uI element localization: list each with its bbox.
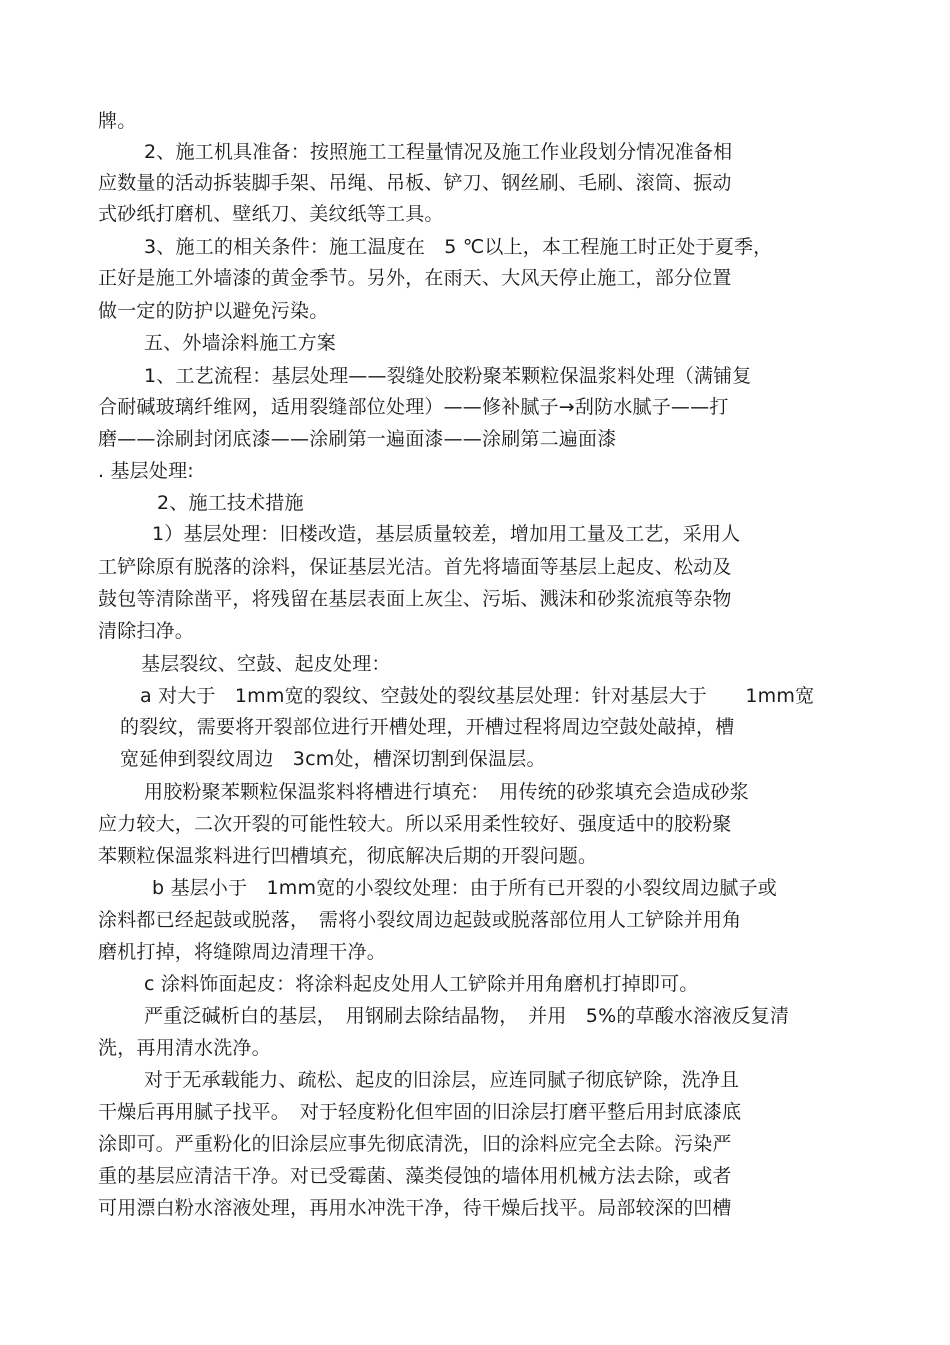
text-line-15: 工铲除原有脱落的涂料，保证基层光洁。首先将墙面等基层上起皮、松动及 — [98, 556, 732, 578]
text-line-31: 对于无承载能力、疏松、起皮的旧涂层，应连同腻子彻底铲除，洗净且 — [144, 1069, 740, 1091]
subsection-heading: 2、施工技术措施 — [157, 492, 304, 514]
text-line-6: 正好是施工外墙漆的黄金季节。另外，在雨天、大风天停止施工，部分位置 — [98, 267, 732, 289]
text-line-22: 用胶粉聚苯颗粒保温浆料将槽进行填充： 用传统的砂浆填充会造成砂浆 — [144, 781, 749, 803]
text-line-7: 做一定的防护以避免污染。 — [98, 300, 329, 322]
text-line-24: 苯颗粒保温浆料进行凹槽填充，彻底解决后期的开裂问题。 — [98, 845, 598, 867]
text-line-23: 应力较大，二次开裂的可能性较大。所以采用柔性较好、强度适中的胶粉聚 — [98, 813, 732, 835]
text-line-30: 洗，再用清水洗净。 — [98, 1037, 271, 1059]
text-line-35: 可用漂白粉水溶液处理，再用水冲洗干净，待干燥后找平。局部较深的凹槽 — [98, 1197, 732, 1219]
text-line-19: a 对大于 1mm宽的裂纹、空鼓处的裂纹基层处理：针对基层大于 1mm宽 — [140, 685, 815, 707]
text-line-11: 磨——涂刷封闭底漆——涂刷第一遍面漆——涂刷第二遍面漆 — [98, 428, 617, 450]
text-line-1: 牌。 — [98, 110, 137, 132]
text-line-27: 磨机打掉，将缝隙周边清理干净。 — [98, 941, 387, 963]
text-line-4: 式砂纸打磨机、壁纸刀、美纹纸等工具。 — [98, 203, 444, 225]
text-line-26: 涂料都已经起鼓或脱落， 需将小裂纹周边起鼓或脱落部位用人工铲除并用角 — [98, 909, 742, 931]
text-line-16: 鼓包等清除凿平，将残留在基层表面上灰尘、污垢、溅沫和砂浆流痕等杂物 — [98, 588, 732, 610]
text-line-25: b 基层小于 1mm宽的小裂纹处理：由于所有已开裂的小裂纹周边腻子或 — [152, 877, 778, 899]
text-line-33: 涂即可。严重粉化的旧涂层应事先彻底清洗，旧的涂料应完全去除。污染严 — [98, 1133, 732, 1155]
text-line-21: 宽延伸到裂纹周边 3cm处，槽深切割到保温层。 — [120, 748, 546, 770]
text-line-32: 干燥后再用腻子找平。 对于轻度粉化但牢固的旧涂层打磨平整后用封底漆底 — [98, 1101, 742, 1123]
text-line-9: 1、工艺流程：基层处理——裂缝处胶粉聚苯颗粒保温浆料处理（满铺复 — [144, 365, 752, 387]
text-line-5: 3、施工的相关条件：施工温度在 5 ℃以上，本工程施工时正处于夏季， — [144, 236, 773, 258]
section-heading: 五、外墙涂料施工方案 — [144, 332, 337, 354]
text-line-28: c 涂料饰面起皮：将涂料起皮处用人工铲除并用角磨机打掉即可。 — [144, 973, 699, 995]
text-line-20: 的裂纹，需要将开裂部位进行开槽处理，开槽过程将周边空鼓处敲掉，槽 — [120, 716, 735, 738]
text-line-10: 合耐碱玻璃纤维网，适用裂缝部位处理）——修补腻子→刮防水腻子——打 — [98, 396, 729, 418]
text-line-29: 严重泛碱析白的基层， 用钢刷去除结晶物， 并用 5%的草酸水溶液反复清 — [144, 1005, 790, 1027]
text-line-14: 1）基层处理：旧楼改造，基层质量较差，增加用工量及工艺，采用人 — [152, 523, 741, 545]
text-line-17: 清除扫净。 — [98, 620, 195, 642]
text-line-18: 基层裂纹、空鼓、起皮处理： — [141, 653, 391, 675]
text-line-2: 2、施工机具准备：按照施工工程量情况及施工作业段划分情况准备相 — [144, 141, 733, 163]
text-line-12: . 基层处理: — [98, 460, 194, 482]
text-line-34: 重的基层应清洁干净。对已受霉菌、藻类侵蚀的墙体用机械方法去除，或者 — [98, 1165, 732, 1187]
text-line-3: 应数量的活动拆装脚手架、吊绳、吊板、铲刀、钢丝刷、毛刷、滚筒、振动 — [98, 172, 732, 194]
